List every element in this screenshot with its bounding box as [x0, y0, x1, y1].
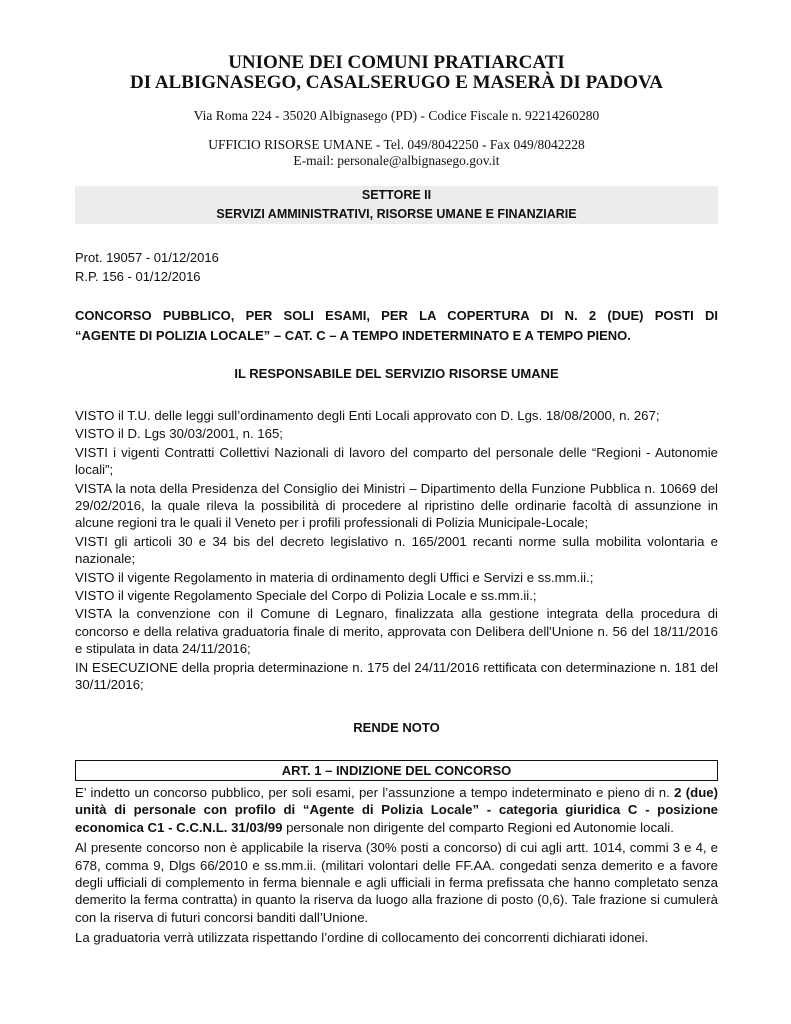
article1-p1-bold: 2 (due) unità di personale con profilo di “Agente di Polizia Locale” - categoria giuridica C - posizione economica C1 - C.C.N.L. 31/03/99	[75, 785, 718, 835]
premessa-item: VISTA la convenzione con il Comune di Legnaro, finalizzata alla gestione integrata della procedura di concorso e della relativa graduatoria finale di merito, approvata con Delibera dell'Unione n. 56 del 18/11/2016 e stipulata in data 24/11/2016;	[75, 606, 718, 657]
rp-number: R.P. 156 - 01/12/2016	[75, 269, 201, 284]
org-address: Via Roma 224 - 35020 Albignasego (PD) - Codice Fiscale n. 92214260280	[193, 108, 600, 123]
premessa-item: VISTO il D. Lgs 30/03/2001, n. 165;	[75, 426, 283, 442]
settore-number: SETTORE II	[361, 188, 432, 202]
settore-box	[75, 186, 718, 224]
org-email: E-mail: personale@albignasego.gov.it	[293, 153, 500, 168]
concorso-title-line2: “AGENTE DI POLIZIA LOCALE” – CAT. C – A TEMPO INDETERMINATO E A TEMPO PIENO.	[75, 328, 631, 343]
settore-description: SERVIZI AMMINISTRATIVI, RISORSE UMANE E FINANZIARIE	[216, 207, 577, 221]
article1-paragraph-3: La graduatoria verrà utilizzata rispettando l’ordine di collocamento dei concorrenti dichiarati idonei.	[75, 930, 649, 946]
concorso-title	[75, 306, 718, 346]
rende-noto-heading: RENDE NOTO	[353, 720, 440, 735]
premessa-item: VISTI gli articoli 30 e 34 bis del decreto legislativo n. 165/2001 recanti norme sulla mobilita volontaria e nazionale;	[75, 533, 718, 567]
premessa-item: VISTO il vigente Regolamento Speciale del Corpo di Polizia Locale e ss.mm.ii.;	[75, 588, 537, 604]
premessa-item: IN ESECUZIONE della propria determinazione n. 175 del 24/11/2016 rettificata con determinazione n. 181 del 30/11/2016;	[75, 659, 718, 693]
article1-heading: ART. 1 – INDIZIONE DEL CONCORSO	[281, 763, 512, 778]
article1-body	[75, 784, 718, 947]
premesse-list	[75, 407, 718, 694]
org-title-line2: DI ALBIGNASEGO, CASALSERUGO E MASERÀ DI PADOVA	[130, 72, 663, 93]
org-office-contacts: UFFICIO RISORSE UMANE - Tel. 049/8042250 - Fax 049/8042228	[208, 137, 585, 152]
premessa-item: VISTA la nota della Presidenza del Consiglio dei Ministri – Dipartimento della Funzione Pubblica n. 10669 del 29/02/2016, la quale rileva la possibilità di procedere al ripristino delle ordinarie facoltà di assunzione in alcune regioni tra le quali il Veneto per i profili professionali di Polizia Municipale-Locale;	[75, 480, 718, 531]
article1-paragraph-2: Al presente concorso non è applicabile la riserva (30% posti a concorso) di cui agli artt. 1014, commi 3 e 4, e 678, comma 9, Dlgs 66/2010 e ss.mm.ii. (militari volontari delle FF.AA. congedati senza demerito e a favore degli ufficiali di complemento in ferma biennale e agli ufficiali in ferma prefissata che hanno completato senza demerito la ferma contratta) in quanto la riserva da luogo alla frazione di posto (0,6). Tale frazione si cumulerà con la riserva di futuri concorsi banditi dall’Unione.	[75, 840, 718, 925]
premessa-item: VISTI i vigenti Contratti Collettivi Nazionali di lavoro del comparto del personale delle “Regioni - Autonomie locali”;	[75, 444, 718, 478]
responsabile-heading: IL RESPONSABILE DEL SERVIZIO RISORSE UMANE	[234, 366, 559, 381]
premessa-item: VISTO il vigente Regolamento in materia di ordinamento degli Uffici e Servizi e ss.mm.ii.;	[75, 569, 594, 585]
article1-p1-start: E’ indetto un concorso pubblico, per soli esami, per l’assunzione a tempo indeterminato e pieno di n.	[75, 785, 675, 800]
concorso-title-line1: CONCORSO PUBBLICO, PER SOLI ESAMI, PER LA COPERTURA DI N. 2 (DUE) POSTI DI	[75, 308, 718, 323]
org-title-line1: UNIONE DEI COMUNI PRATIARCATI	[228, 52, 565, 73]
premessa-item: VISTO il T.U. delle leggi sull’ordinamento degli Enti Locali approvato con D. Lgs. 18/08/2000, n. 267;	[75, 408, 660, 423]
article1-heading-box	[75, 760, 718, 781]
protocol-number: Prot. 19057 - 01/12/2016	[75, 250, 219, 265]
article1-paragraph-1	[75, 784, 718, 836]
article1-p1-end: personale non dirigente del comparto Regioni ed Autonomie locali.	[282, 819, 674, 835]
